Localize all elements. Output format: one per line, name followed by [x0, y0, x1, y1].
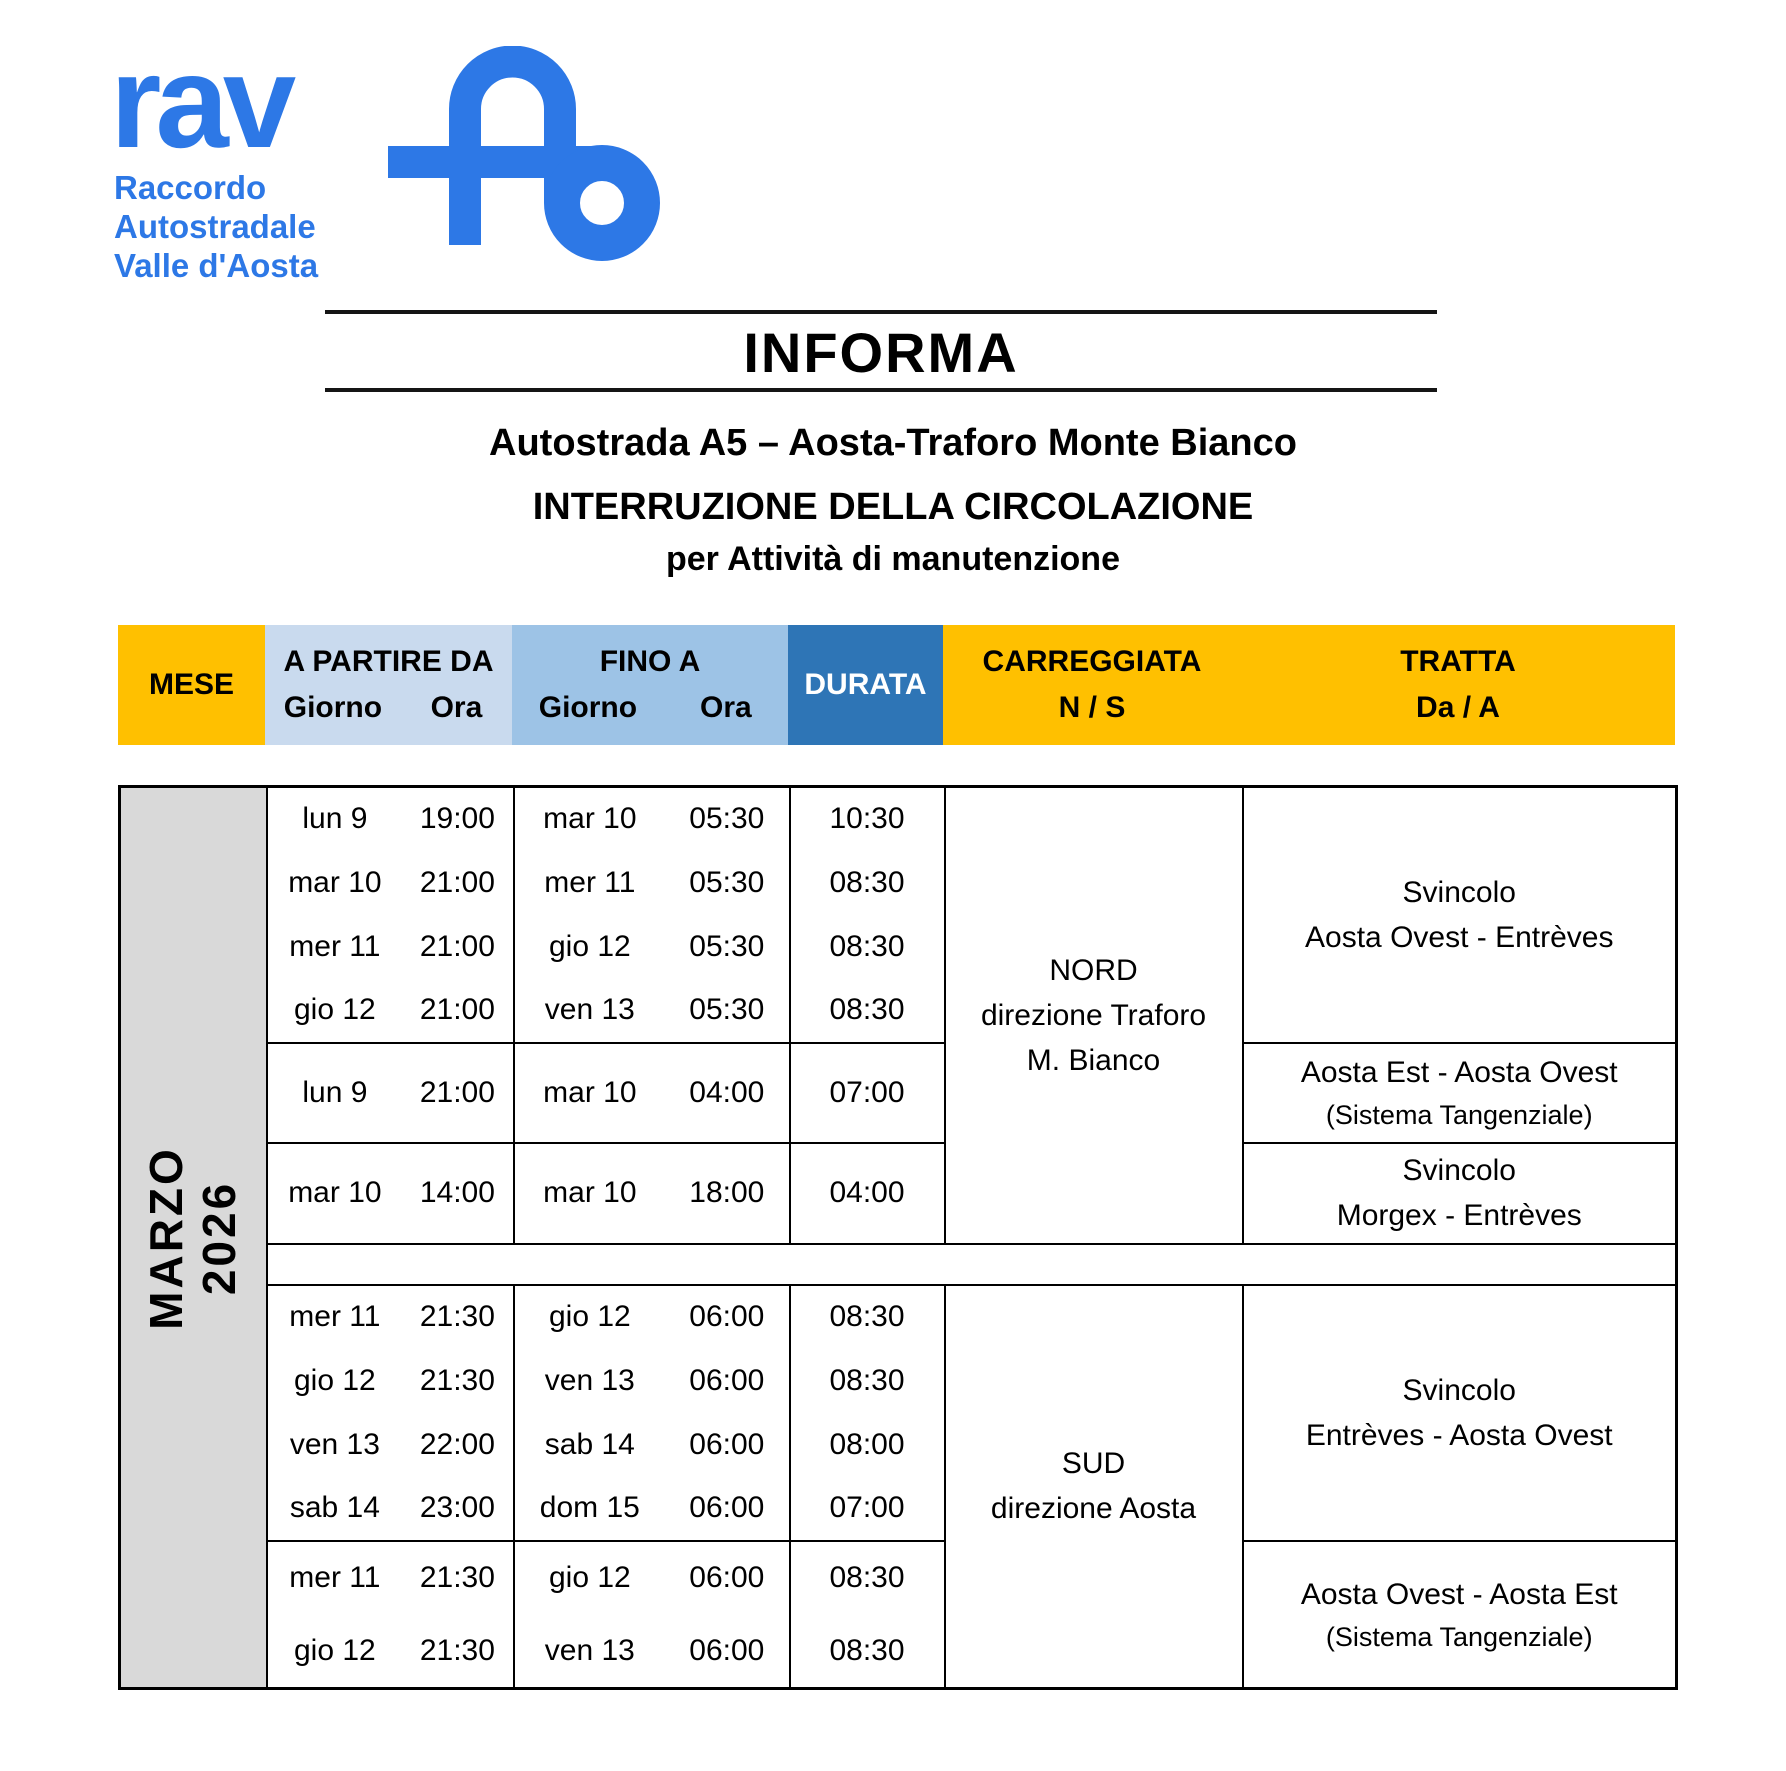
from-time: 21:30: [419, 1633, 495, 1667]
highway-a-loop-logo-icon: [388, 46, 660, 261]
to-time: 06:00: [689, 1491, 765, 1524]
to-day: mar 10: [543, 1075, 637, 1109]
durata-cell: 08:30: [790, 1615, 945, 1689]
to-cell: [514, 1541, 790, 1615]
to-day: dom 15: [539, 1491, 640, 1524]
from-cell: [267, 1285, 514, 1349]
to-day: gio 12: [548, 929, 631, 963]
column-header-tratta: [1241, 639, 1675, 732]
from-time: 22:00: [419, 1427, 495, 1461]
from-time: 21:00: [419, 865, 495, 899]
ora-label: Ora: [430, 691, 483, 724]
from-day: lun 9: [302, 1075, 368, 1109]
to-cell: [514, 1043, 790, 1143]
from-time: 23:00: [419, 1491, 495, 1524]
giorno-label: Giorno: [283, 691, 383, 724]
from-day: gio 12: [294, 1633, 376, 1667]
durata-cell: 08:30: [790, 1349, 945, 1413]
from-cell: [267, 915, 514, 979]
to-cell: [514, 1477, 790, 1541]
to-day: ven 13: [544, 993, 635, 1026]
durata-cell: 07:00: [790, 1477, 945, 1541]
tratta-cell: Aosta Est - Aosta Ovest (Sistema Tangenziale): [1243, 1043, 1677, 1143]
table-row: [120, 787, 1677, 851]
carreggiata-sublabel: N / S: [1058, 691, 1126, 724]
to-label: FINO A: [599, 645, 701, 678]
to-time: 05:30: [689, 865, 765, 899]
to-cell: [514, 979, 790, 1043]
from-day: mar 10: [288, 865, 382, 899]
table-row: [120, 1541, 1677, 1615]
rav-logo-text: rav: [110, 28, 291, 175]
tratta-label: TRATTA: [1400, 644, 1516, 678]
to-time: 06:00: [689, 1633, 765, 1667]
from-cell: [267, 851, 514, 915]
tagline-line: Autostradale: [114, 208, 316, 245]
to-cell: [514, 851, 790, 915]
durata-cell: 08:30: [790, 979, 945, 1043]
to-time: 06:00: [689, 1363, 765, 1397]
to-time: 05:30: [689, 993, 765, 1026]
to-cell: [514, 1349, 790, 1413]
to-day: ven 13: [544, 1363, 635, 1397]
to-cell: [514, 1143, 790, 1244]
durata-cell: 04:00: [790, 1143, 945, 1244]
column-header-carreggiata: [943, 639, 1241, 732]
from-cell: [267, 1477, 514, 1541]
table-row: [120, 1043, 1677, 1143]
to-cell: [514, 1285, 790, 1349]
column-header-carreggiata-tratta: [943, 625, 1675, 745]
tagline-line: Valle d'Aosta: [114, 247, 319, 284]
column-header-mese: MESE: [118, 625, 265, 745]
from-time: 21:00: [419, 929, 495, 963]
from-time: 21:30: [419, 1300, 495, 1333]
title-rule-top: [325, 310, 1437, 314]
to-time: 06:00: [689, 1427, 765, 1461]
from-day: mer 11: [289, 1300, 381, 1333]
durata-cell: 08:30: [790, 851, 945, 915]
notice-subtitle: per Attività di manutenzione: [665, 540, 1120, 578]
table-header: [118, 625, 1675, 745]
section-separator-row: [120, 1244, 1677, 1285]
from-cell: [267, 1413, 514, 1477]
from-cell: [267, 1043, 514, 1143]
from-day: gio 12: [294, 1363, 376, 1397]
from-time: 19:00: [419, 802, 495, 836]
month-cell: [120, 787, 267, 1689]
ora-label: Ora: [700, 691, 752, 724]
from-cell: [267, 1143, 514, 1244]
to-cell: [514, 787, 790, 851]
to-cell: [514, 1413, 790, 1477]
to-cell: [514, 1615, 790, 1689]
tratta-cell: Aosta Ovest - Aosta Est (Sistema Tangenziale): [1243, 1541, 1677, 1689]
durata-cell: 07:00: [790, 1043, 945, 1143]
from-day: sab 14: [289, 1491, 380, 1524]
from-cell: [267, 1349, 514, 1413]
tratta-sublabel: Da / A: [1416, 691, 1500, 724]
from-cell: [267, 979, 514, 1043]
tratta-cell: Svincolo Morgex - Entrèves: [1243, 1143, 1677, 1244]
to-day: mer 11: [544, 865, 636, 899]
durata-cell: 08:00: [790, 1413, 945, 1477]
to-day: sab 14: [544, 1427, 635, 1461]
table-row: [120, 1285, 1677, 1349]
to-cell: [514, 915, 790, 979]
to-day: gio 12: [548, 1561, 631, 1594]
carriageway-sud-cell: SUD direzione Aosta: [945, 1285, 1243, 1689]
from-time: 21:30: [419, 1363, 495, 1397]
from-day: mer 11: [289, 1561, 381, 1594]
to-day: ven 13: [544, 1633, 635, 1667]
to-time: 06:00: [689, 1561, 765, 1594]
title-rule-bottom: [325, 388, 1437, 392]
to-day: mar 10: [543, 1176, 637, 1209]
column-header-to: [512, 625, 788, 745]
from-day: lun 9: [302, 802, 368, 836]
carreggiata-label: CARREGGIATA: [982, 644, 1202, 678]
to-time: 05:30: [689, 929, 765, 963]
rav-logo-tagline: [114, 168, 318, 285]
tratta-cell: Svincolo Aosta Ovest - Entrèves: [1243, 787, 1677, 1043]
giorno-label: Giorno: [538, 691, 638, 724]
table-row: [120, 1143, 1677, 1244]
from-day: gio 12: [294, 993, 376, 1026]
durata-cell: 08:30: [790, 1285, 945, 1349]
column-header-durata: DURATA: [788, 625, 943, 745]
from-day: mar 10: [288, 1176, 382, 1209]
from-day: ven 13: [289, 1427, 380, 1461]
month-rotated-label: MARZO 2026: [140, 1145, 246, 1330]
from-subheader: [265, 691, 512, 725]
carriageway-nord-cell: NORD direzione Traforo M. Bianco: [945, 787, 1243, 1244]
page-title: INFORMA: [743, 321, 1019, 384]
from-cell: [267, 1541, 514, 1615]
from-time: 21:30: [419, 1561, 495, 1594]
tratta-cell: Svincolo Entrèves - Aosta Ovest: [1243, 1285, 1677, 1541]
road-subtitle: Autostrada A5 – Aosta-Traforo Monte Bianco: [489, 422, 1297, 464]
schedule-table: [118, 785, 1678, 1690]
from-day: mer 11: [289, 929, 381, 963]
from-cell: [267, 1615, 514, 1689]
column-header-from: [265, 625, 512, 745]
notice-title: INTERRUZIONE DELLA CIRCOLAZIONE: [532, 486, 1254, 528]
durata-cell: 10:30: [790, 787, 945, 851]
from-time: 21:00: [419, 993, 495, 1026]
to-subheader: [512, 691, 788, 725]
to-time: 18:00: [689, 1176, 765, 1209]
from-cell: [267, 787, 514, 851]
durata-cell: 08:30: [790, 1541, 945, 1615]
to-time: 04:00: [689, 1075, 765, 1109]
tagline-line: Raccordo: [114, 169, 267, 206]
separator-cell: [267, 1244, 1677, 1285]
from-time: 14:00: [419, 1176, 495, 1209]
to-day: gio 12: [548, 1300, 631, 1333]
durata-cell: 08:30: [790, 915, 945, 979]
from-time: 21:00: [419, 1075, 495, 1109]
to-time: 06:00: [689, 1300, 765, 1333]
to-time: 05:30: [689, 802, 765, 836]
from-label: A PARTIRE DA: [283, 645, 494, 678]
to-day: mar 10: [543, 802, 637, 836]
